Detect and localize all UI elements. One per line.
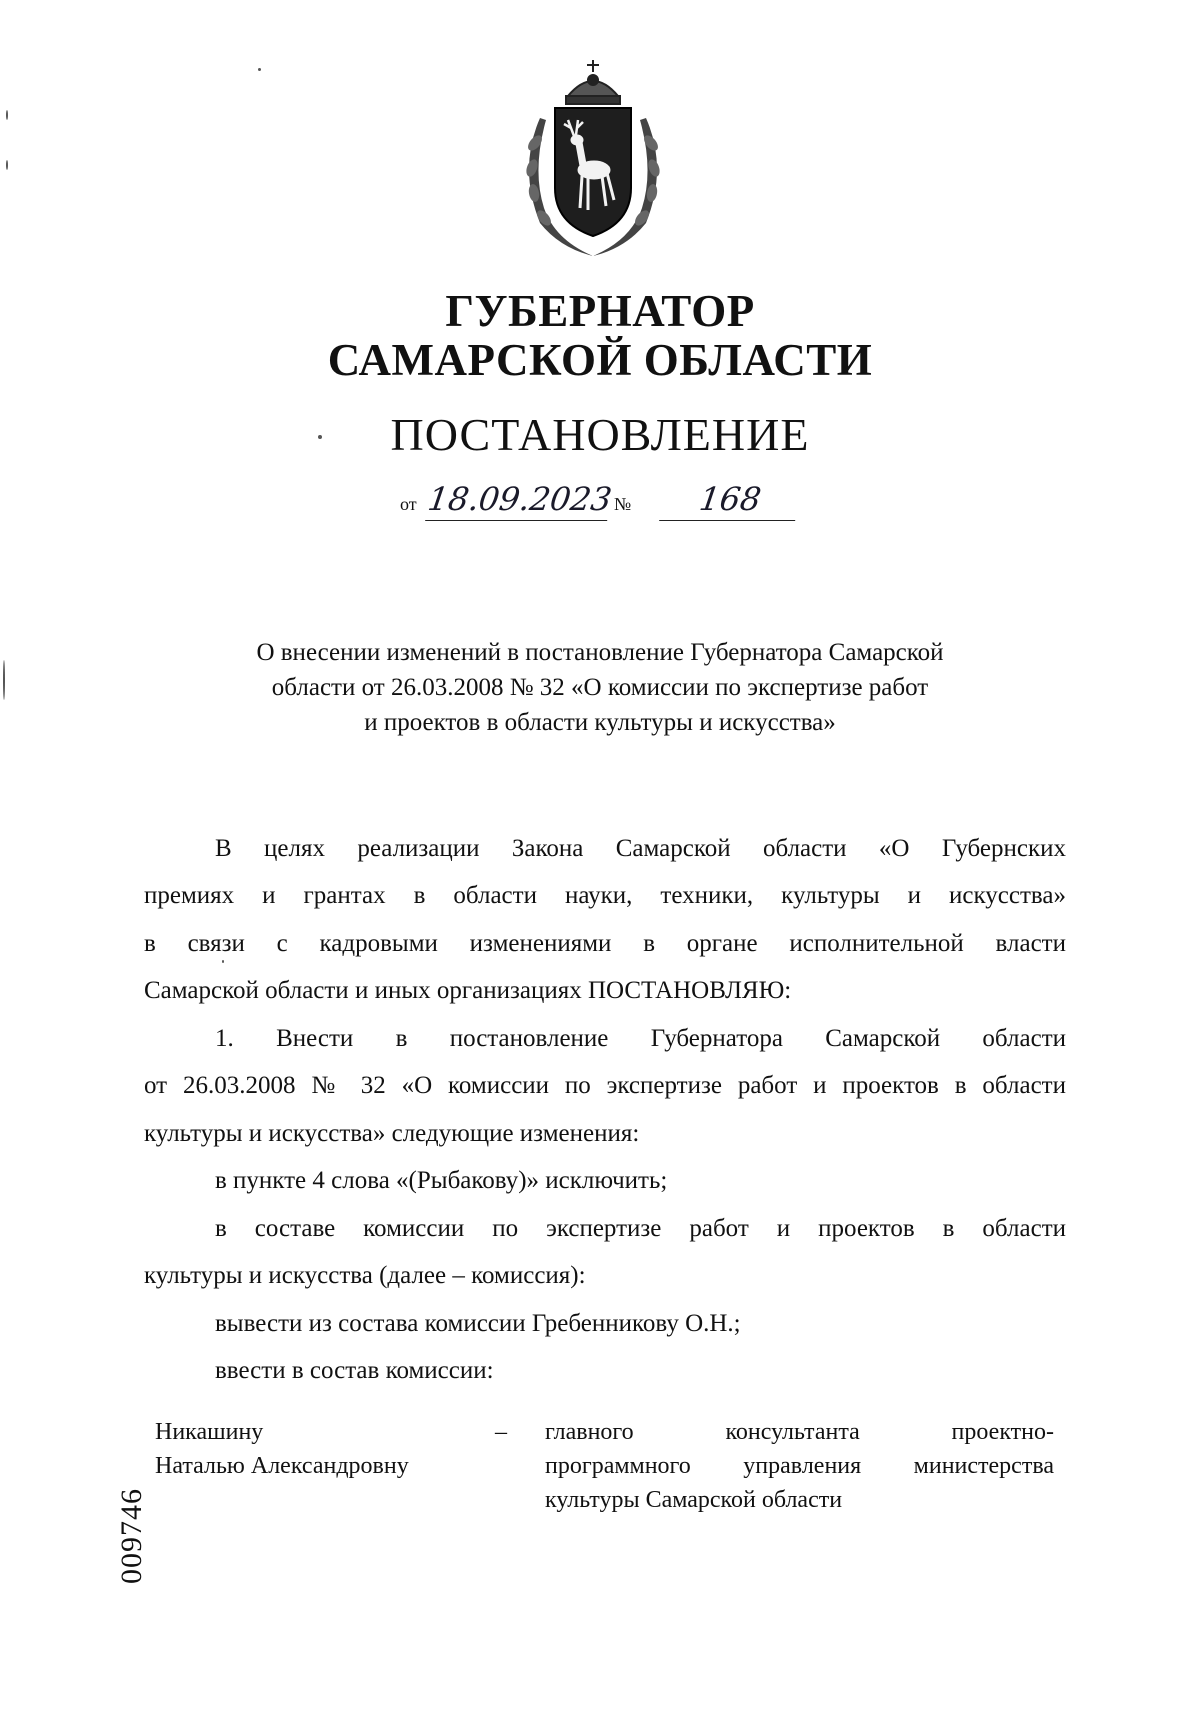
member-role-line: культуры Самарской области [545,1487,843,1513]
body-line: Самарской области и иных организациях ПОСТАНОВЛЯЮ: [144,977,792,1004]
member-dash: – [495,1419,507,1445]
member-name-line: Наталью Александровну [155,1453,409,1479]
member-role-line: программного управления министерства [545,1453,1054,1479]
member-name-line: Никашину [155,1419,264,1445]
body-line: ввести в состав комиссии: [215,1357,494,1384]
body-line: от 26.03.2008 № 32 «О комиссии по экспертизе работ и проектов в области [144,1072,1066,1099]
number-prefix: № [614,494,632,514]
scan-speck [258,68,261,71]
body-line: культуры и искусства (далее – комиссия): [144,1262,586,1289]
scan-speck [3,660,5,700]
document-type: ПОСТАНОВЛЕНИЕ [390,409,810,460]
org-title-line2: САМАРСКОЙ ОБЛАСТИ [327,335,873,385]
date-prefix: от [400,494,417,514]
org-title-line1: ГУБЕРНАТОР [445,286,755,336]
body-line: в пункте 4 слова «(Рыбакову)» исключить; [215,1167,668,1194]
scan-speck [6,110,8,120]
subject-line: и проектов в области культуры и искусства» [364,709,836,736]
scan-speck [318,435,322,439]
subject-line: области от 26.03.2008 № 32 «О комиссии по экспертизе работ [271,674,929,701]
body-line: в связи с кадровыми изменениями в органе исполнительной власти [144,930,1066,957]
body-line: культуры и искусства» следующие изменения: [144,1120,640,1147]
scan-speck [222,960,224,963]
serial-number-vertical: 009746 [115,1488,148,1584]
samara-coat-of-arms-icon [510,58,676,264]
scan-speck [6,160,8,170]
body-line: В целях реализации Закона Самарской области «О Губернских [215,835,1066,862]
date-number-row [400,480,820,530]
body-line: премиях и грантах в области науки, техники, культуры и искусства» [144,882,1066,909]
body-line: вывести из состава комиссии Гребенникову О.Н.; [215,1310,741,1337]
body-line: 1. Внести в постановление Губернатора Самарской области [215,1025,1066,1052]
handwritten-date: 18.09.2023 [425,480,613,521]
subject-line: О внесении изменений в постановление Губернатора Самарской [256,639,944,666]
handwritten-number: 168 [659,480,801,521]
member-role-line: главного консультанта проектно- [545,1419,1054,1445]
body-line: в составе комиссии по экспертизе работ и проектов в области [215,1215,1066,1242]
